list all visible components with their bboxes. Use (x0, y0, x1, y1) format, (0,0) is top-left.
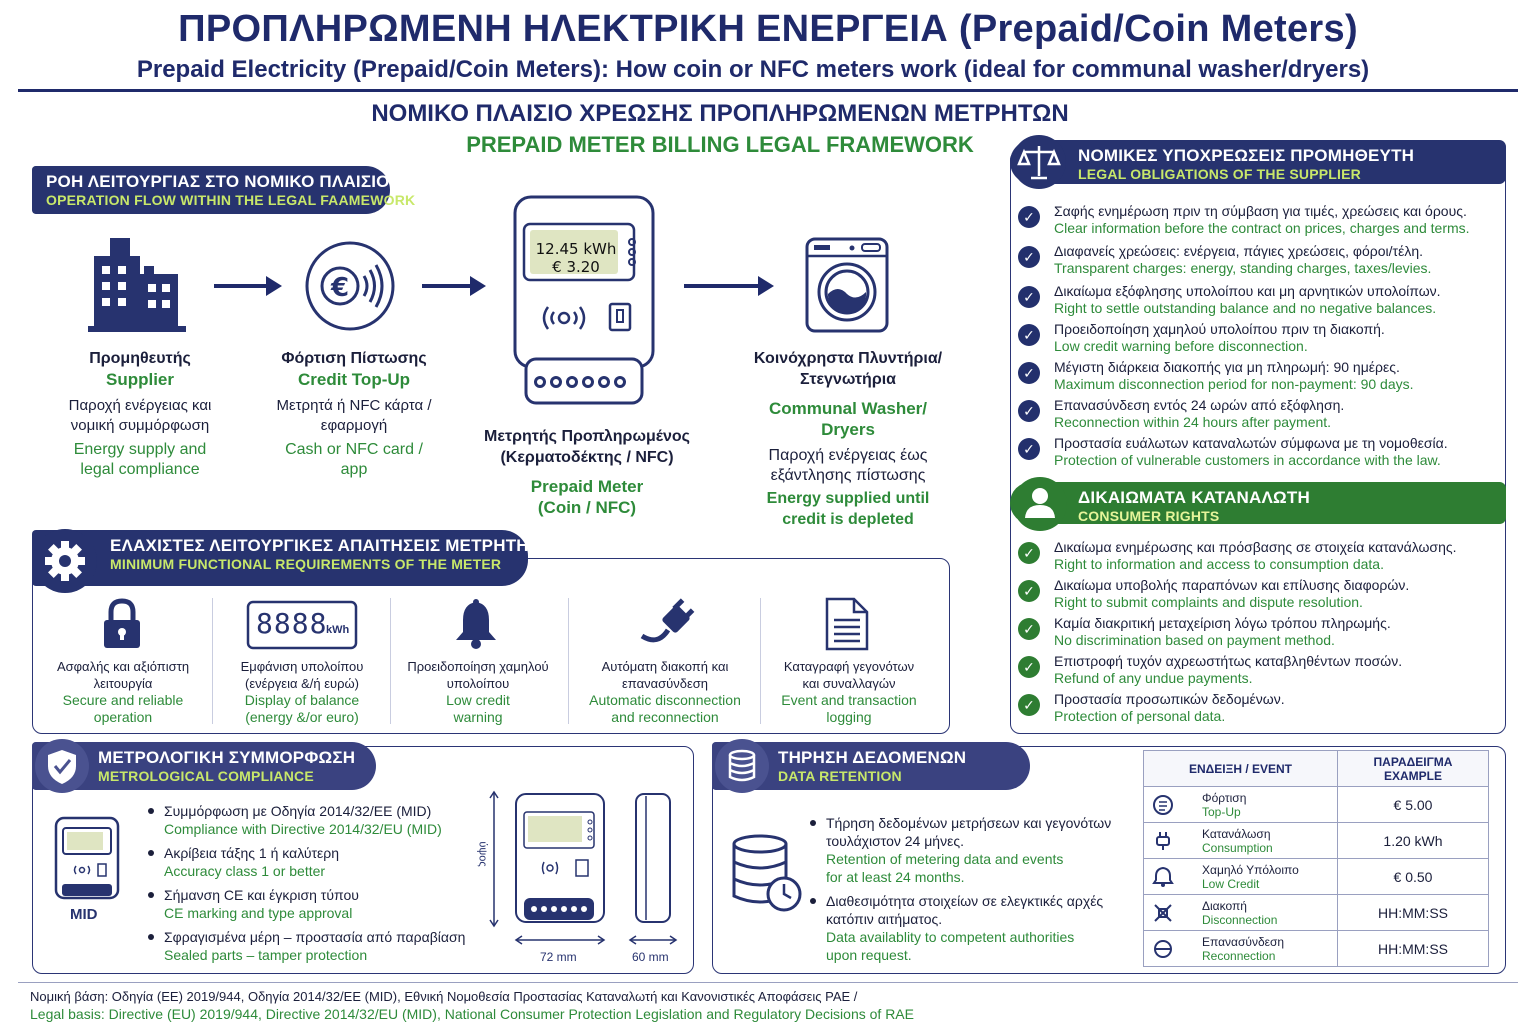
requirement-gr-line-2: λειτουργία (93, 676, 153, 691)
meter-display-kwh: 12.45 kWh (535, 240, 617, 258)
meter-dimension-drawing (486, 790, 686, 950)
flow-meter (474, 426, 700, 518)
meter-title-gr (474, 426, 700, 468)
obligations-heading-en: LEGAL OBLIGATIONS OF THE SUPPLIER (1078, 166, 1361, 182)
plug-icon (1152, 830, 1180, 852)
metrology-gr: Σφραγισμένα μέρη – προστασία από παραβίαση (164, 929, 466, 945)
bell-icon (1152, 866, 1180, 888)
event-en: Top-Up (1202, 804, 1241, 819)
requirements-heading-gr: ΕΛΑΧΙΣΤΕΣ ΛΕΙΤΟΥΡΓΙΚΕΣ ΑΠΑΙΤΗΣΕΙΣ ΜΕΤΡΗΤΗ (110, 536, 529, 555)
flow-heading-gr: ΡΟΗ ΛΕΙΤΟΥΡΓΙΑΣ ΣΤΟ ΝΟΜΙΚΟ ΠΛΑΙΣΙΟ (46, 172, 390, 191)
right-gr: Προστασία προσωπικών δεδομένων. (1054, 691, 1285, 707)
retention-en-line-1: Retention of metering data and events (826, 851, 1064, 867)
retention-gr-line-2: κατόπιν αιτήματος. (826, 911, 943, 927)
right-item (1018, 614, 1498, 649)
example-cell: HH:MM:SS (1338, 931, 1489, 967)
bullet (148, 808, 154, 814)
meter-display-eur: € 3.20 (552, 258, 600, 276)
section-title: ΝΟΜΙΚΟ ΠΛΑΙΣΙΟ ΧΡΕΩΣΗΣ ΠΡΟΠΛΗΡΩΜΕΝΩΝ ΜΕΤΡΗΤΩΝ (371, 100, 1069, 127)
database-clock-icon (730, 834, 804, 914)
obligation-item (1018, 396, 1498, 431)
requirement-gr-line-2: επανασύνδεση (621, 676, 709, 691)
plug-icon (636, 596, 700, 652)
requirement-en-line-2: (energy &/or euro) (245, 709, 359, 725)
event-en: Consumption (1202, 840, 1273, 855)
check-icon: ✓ (1018, 286, 1040, 308)
obligation-en: Transparent charges: energy, standing charges, taxes/levies. (1054, 260, 1432, 276)
svg-text:€: € (330, 273, 350, 303)
right-en: Protection of personal data. (1054, 708, 1226, 724)
depth-label: 60 mm (632, 950, 669, 964)
bullet (810, 898, 816, 904)
legal-basis-gr: Νομική βάση: Οδηγία (ΕΕ) 2019/944, Οδηγία 2014/32/ΕΕ (MID), Εθνική Νομοθεσία Προστασίας Καταναλωτή και Κανονιστικές Αποφάσεις ΡΑΕ / (30, 989, 858, 1004)
event-gr: Χαμηλό Υπόλοιπο (1202, 862, 1299, 877)
requirement-item (216, 658, 388, 726)
example-cell: € 5.00 (1338, 787, 1489, 823)
obligation-gr: Προστασία ευάλωτων καταναλωτών σύμφωνα με τη νομοθεσία. (1054, 435, 1448, 451)
event-en: Low Credit (1202, 876, 1260, 891)
flow-arrow-2 (422, 284, 480, 288)
check-icon: ✓ (1018, 324, 1040, 346)
retention-en-line-2: for at least 24 months. (826, 869, 965, 885)
unplug-icon (1152, 902, 1180, 924)
bullet (148, 850, 154, 856)
flow-washer (744, 348, 952, 530)
requirement-gr-line-1: Ασφαλής και αξιόπιστη (56, 659, 190, 674)
col-event: ΕΝΔΕΙΞΗ / EVENT (1144, 751, 1338, 787)
event-gr: Διακοπή (1202, 898, 1247, 913)
requirement-item (572, 658, 758, 726)
retention-en-line-1: Data availablity to competent authorities (826, 929, 1075, 945)
footer-divider (18, 982, 1518, 983)
example-cell: HH:MM:SS (1338, 895, 1489, 931)
height-label: ύψος (476, 841, 489, 867)
supplier-desc-en-line-2: legal compliance (80, 461, 200, 478)
event-gr: Φόρτιση (1202, 790, 1247, 805)
topup-desc-gr-line-2: εφαρμογή (320, 417, 388, 434)
meter-title-gr-line-1: Μετρητής Προπληρωμένος (484, 428, 690, 445)
event-cell (1144, 931, 1338, 967)
example-cell: € 0.50 (1338, 859, 1489, 895)
page-subtitle: Prepaid Electricity (Prepaid/Coin Meters): How coin or NFC meters work (ideal for communal washer/dryers) (136, 56, 1370, 83)
metrology-heading-en: METROLOGICAL COMPLIANCE (98, 768, 314, 784)
meter-title-en-line-1: Prepaid Meter (530, 477, 644, 496)
mid-meter-icon (54, 816, 120, 900)
event-cell (1144, 787, 1338, 823)
right-item (1018, 576, 1498, 611)
requirement-gr-line-1: Εμφάνιση υπολοίπου (240, 659, 364, 674)
event-gr: Επανασύνδεση (1202, 934, 1285, 949)
check-icon: ✓ (1018, 580, 1040, 602)
requirement-en-line-1: Display of balance (244, 692, 360, 708)
metrology-item (148, 802, 442, 838)
obligation-item (1018, 202, 1498, 237)
col-example-gr: ΠΑΡΑΔΕΙΓΜΑ (1373, 754, 1453, 769)
obligation-gr: Δικαίωμα εξόφλησης υπολοίπου και μη αρνητικών υπολοίπων. (1054, 283, 1441, 299)
topup-desc-gr-line-1: Μετρητά ή NFC κάρτα / (276, 397, 432, 414)
retention-en-line-2: upon request. (826, 947, 912, 963)
obligation-en: Low credit warning before disconnection. (1054, 338, 1308, 354)
event-cell (1144, 895, 1338, 931)
gear-icon (32, 528, 98, 594)
document-icon (824, 596, 870, 652)
obligation-en: Protection of vulnerable customers in accordance with the law. (1054, 452, 1441, 468)
check-icon: ✓ (1018, 362, 1040, 384)
supplier-title-en: Supplier (105, 370, 174, 389)
metrology-heading-gr: ΜΕΤΡΟΛΟΓΙΚΗ ΣΥΜΜΟΡΦΩΣΗ (98, 748, 356, 767)
requirements-heading (32, 530, 528, 586)
event-cell (1144, 859, 1338, 895)
washer-title-en (744, 398, 952, 440)
scales-icon (1010, 134, 1068, 190)
washer-desc-en (744, 488, 952, 530)
table-row (1144, 895, 1489, 931)
requirement-en-line-1: Automatic disconnection (589, 692, 741, 708)
washer-title-en-line-2: Dryers (821, 420, 875, 439)
supplier-desc-gr-line-1: Παροχή ενέργειας και (68, 397, 212, 414)
table-row (1144, 823, 1489, 859)
divider (212, 598, 213, 724)
check-icon: ✓ (1018, 694, 1040, 716)
bullet (810, 820, 816, 826)
obligation-item (1018, 282, 1498, 317)
rights-heading-en: CONSUMER RIGHTS (1078, 508, 1220, 524)
right-gr: Δικαίωμα ενημέρωσης και πρόσβασης σε στοιχεία κατανάλωσης. (1054, 539, 1457, 555)
supplier-desc-en (50, 440, 230, 480)
metrology-gr: Ακρίβεια τάξης 1 ή καλύτερη (164, 845, 340, 861)
washer-desc-en-line-2: credit is depleted (782, 511, 914, 528)
flow-arrow-1 (214, 284, 276, 288)
right-item (1018, 652, 1498, 687)
metrology-en: Compliance with Directive 2014/32/EU (MID) (164, 821, 442, 837)
requirement-en-line-2: warning (453, 709, 503, 725)
legal-basis-en: Legal basis: Directive (EU) 2019/944, Directive 2014/32/EU (MID), National Consumer Protection Legislation and Regulatory Decisions of RAE (30, 1006, 914, 1022)
washing-machine-icon (804, 236, 890, 334)
obligation-en: Right to settle outstanding balance and no negative balances. (1054, 300, 1437, 316)
washer-title-gr-line-1: Κοινόχρηστα Πλυντήρια/ (753, 350, 943, 367)
requirement-en-line-2: and reconnection (611, 709, 719, 725)
reconnect-icon (1152, 938, 1180, 960)
event-en: Disconnection (1202, 912, 1278, 927)
metrology-item (148, 928, 465, 964)
retention-gr-line-1: Τήρηση δεδομένων μετρήσεων και γεγονότων (826, 815, 1112, 831)
bullet (148, 892, 154, 898)
event-en: Reconnection (1202, 948, 1276, 963)
check-icon: ✓ (1018, 618, 1040, 640)
balance-display-unit: kWh (326, 624, 350, 636)
width-label: 72 mm (540, 950, 577, 964)
divider (760, 598, 761, 724)
metrology-en: Sealed parts – tamper protection (164, 947, 368, 963)
event-gr: Κατανάλωση (1202, 826, 1271, 841)
header-divider (18, 89, 1518, 92)
retention-item (810, 814, 1111, 886)
washer-desc-gr (744, 446, 952, 486)
requirement-item (40, 658, 206, 726)
topup-desc-gr (262, 396, 446, 436)
divider (568, 598, 569, 724)
meter-display (534, 240, 618, 276)
obligation-gr: Διαφανείς χρεώσεις: ενέργεια, πάγιες χρεώσεις, φόροι/τέλη. (1054, 243, 1423, 259)
bell-icon (453, 598, 499, 650)
balance-display-digits: 8888 (256, 607, 328, 640)
right-item (1018, 690, 1498, 725)
obligation-item (1018, 320, 1498, 355)
requirement-gr-line-2: (ενέργεια &/ή ευρώ) (244, 676, 360, 691)
supplier-desc-gr (50, 396, 230, 436)
event-cell (1144, 823, 1338, 859)
metrology-gr: Σήμανση CE και έγκριση τύπου (164, 887, 359, 903)
flow-supplier (50, 348, 230, 480)
retention-heading-en: DATA RETENTION (778, 768, 902, 784)
prepaid-meter-icon (512, 194, 656, 408)
col-example (1338, 751, 1489, 787)
requirement-item (394, 658, 562, 726)
washer-title-gr-line-2: Στεγνωτήρια (799, 371, 897, 388)
topup-title-gr: Φόρτιση Πίστωσης (281, 350, 427, 367)
meter-title-gr-line-2: (Κερματοδέκτης / NFC) (500, 449, 674, 466)
obligation-gr: Σαφής ενημέρωση πριν τη σύμβαση για τιμές, χρεώσεις και όρους. (1054, 203, 1467, 219)
requirement-gr-line-1: Προειδοποίηση χαμηλού (407, 659, 549, 674)
right-gr: Δικαίωμα υποβολής παραπόνων και επίλυσης διαφορών. (1054, 577, 1410, 593)
flow-arrow-3 (684, 284, 768, 288)
obligation-item (1018, 242, 1498, 277)
check-icon: ✓ (1018, 206, 1040, 228)
supplier-title-gr: Προμηθευτής (89, 350, 191, 367)
obligation-gr: Επανασύνδεση εντός 24 ωρών από εξόφληση. (1054, 397, 1345, 413)
supplier-desc-gr-line-2: νομική συμμόρφωση (70, 417, 210, 434)
requirement-gr-line-2: και συναλλαγών (802, 676, 896, 691)
table-row (1144, 859, 1489, 895)
metrology-gr: Συμμόρφωση με Οδηγία 2014/32/ΕΕ (MID) (164, 803, 432, 819)
section-subtitle: PREPAID METER BILLING LEGAL FRAMEWORK (466, 132, 974, 157)
metrology-en: Accuracy class 1 or better (164, 863, 326, 879)
col-example-en: EXAMPLE (1383, 768, 1442, 783)
right-gr: Καμία διακριτική μεταχείριση λόγω τρόπου πληρωμής. (1054, 615, 1391, 631)
retention-gr-line-1: Διαθεσιμότητα στοιχείων σε ελεγκτικές αρχές (826, 893, 1104, 909)
check-icon: ✓ (1018, 246, 1040, 268)
requirement-en-line-2: logging (826, 709, 872, 725)
flow-heading (32, 166, 416, 214)
flow-heading-en: OPERATION FLOW WITHIN THE LEGAL FAAMEWORK (46, 192, 416, 208)
washer-title-gr (744, 348, 952, 390)
event-table (1143, 750, 1489, 967)
shield-icon (34, 738, 90, 794)
obligation-en: Reconnection within 24 hours after payment. (1054, 414, 1332, 430)
right-en: Right to submit complaints and dispute resolution. (1054, 594, 1363, 610)
washer-title-en-line-1: Communal Washer/ (768, 399, 928, 418)
topup-title-en: Credit Top-Up (297, 370, 411, 389)
requirement-en-line-1: Event and transaction (781, 692, 917, 708)
meter-title-en-line-2: (Coin / NFC) (537, 498, 637, 517)
obligation-gr: Προειδοποίηση χαμηλού υπολοίπου πριν τη διακοπή. (1054, 321, 1385, 337)
check-icon: ✓ (1018, 542, 1040, 564)
right-en: Refund of any undue payments. (1054, 670, 1253, 686)
requirement-item (764, 658, 934, 726)
washer-desc-gr-line-2: εξάντλησης πίστωσης (770, 467, 926, 484)
obligations-heading-gr: ΝΟΜΙΚΕΣ ΥΠΟΧΡΕΩΣΕΙΣ ΠΡΟΜΗΘΕΥΤΗ (1078, 146, 1415, 165)
obligation-en: Maximum disconnection period for non-payment: 90 days. (1054, 376, 1414, 392)
requirement-gr-line-1: Αυτόματη διακοπή και (601, 659, 729, 674)
right-en: Right to information and access to consumption data. (1054, 556, 1384, 572)
requirement-gr-line-1: Καταγραφή γεγονότων (783, 659, 915, 674)
check-icon: ✓ (1018, 438, 1040, 460)
supplier-desc-en-line-1: Energy supply and (73, 441, 207, 458)
coins-icon (1152, 794, 1180, 816)
bullet (148, 934, 154, 940)
obligation-item (1018, 434, 1498, 469)
metrology-item (148, 886, 359, 922)
obligation-en: Clear information before the contract on prices, charges and terms. (1054, 220, 1470, 236)
database-icon (714, 738, 770, 794)
rights-heading (1010, 482, 1506, 524)
obligations-heading (1010, 140, 1506, 184)
meter-title-en (474, 476, 700, 518)
requirement-en-line-1: Low credit (446, 692, 510, 708)
topup-desc-en (262, 440, 446, 480)
right-gr: Επιστροφή τυχόν αχρεωστήτως καταβληθέντων ποσών. (1054, 653, 1403, 669)
washer-desc-en-line-1: Energy supplied until (766, 490, 930, 507)
table-row (1144, 931, 1489, 967)
check-icon: ✓ (1018, 656, 1040, 678)
requirement-en-line-2: operation (93, 709, 153, 725)
building-icon (88, 236, 186, 332)
topup-desc-en-line-2: app (340, 461, 368, 478)
page-title: ΠΡΟΠΛΗΡΩΜΕΝΗ ΗΛΕΚΤΡΙΚΗ ΕΝΕΡΓΕΙΑ (Prepaid/Coin Meters) (178, 8, 1358, 50)
user-icon (1012, 476, 1068, 532)
washer-desc-gr-line-1: Παροχή ενέργειας έως (768, 447, 928, 464)
mid-label: MID (70, 906, 98, 923)
metrology-en: CE marking and type approval (164, 905, 353, 921)
requirement-en-line-1: Secure and reliable (62, 692, 184, 708)
table-row (1144, 787, 1489, 823)
topup-desc-en-line-1: Cash or NFC card / (285, 441, 423, 458)
right-en: No discrimination based on payment method. (1054, 632, 1335, 648)
retention-gr-line-2: τουλάχιστον 24 μήνες. (826, 833, 964, 849)
example-cell: 1.20 kWh (1338, 823, 1489, 859)
retention-heading-gr: ΤΗΡΗΣΗ ΔΕΔΟΜΕΝΩΝ (778, 748, 967, 767)
right-item (1018, 538, 1498, 573)
rights-heading-gr: ΔΙΚΑΙΩΜΑΤΑ ΚΑΤΑΝΑΛΩΤΗ (1078, 488, 1310, 507)
retention-item (810, 892, 1103, 964)
requirements-heading-en: MINIMUM FUNCTIONAL REQUIREMENTS OF THE METER (110, 556, 502, 572)
metrology-item (148, 844, 339, 880)
obligation-item (1018, 358, 1498, 393)
coin-nfc-icon (304, 240, 396, 332)
obligation-gr: Μέγιστη διάρκεια διακοπής για μη πληρωμή: 90 ημέρες. (1054, 359, 1400, 375)
divider (390, 598, 391, 724)
flow-topup (262, 348, 446, 480)
table-header-row (1144, 751, 1489, 787)
lock-icon (102, 598, 142, 650)
check-icon: ✓ (1018, 400, 1040, 422)
requirement-gr-line-2: υπολοίπου (446, 676, 510, 691)
